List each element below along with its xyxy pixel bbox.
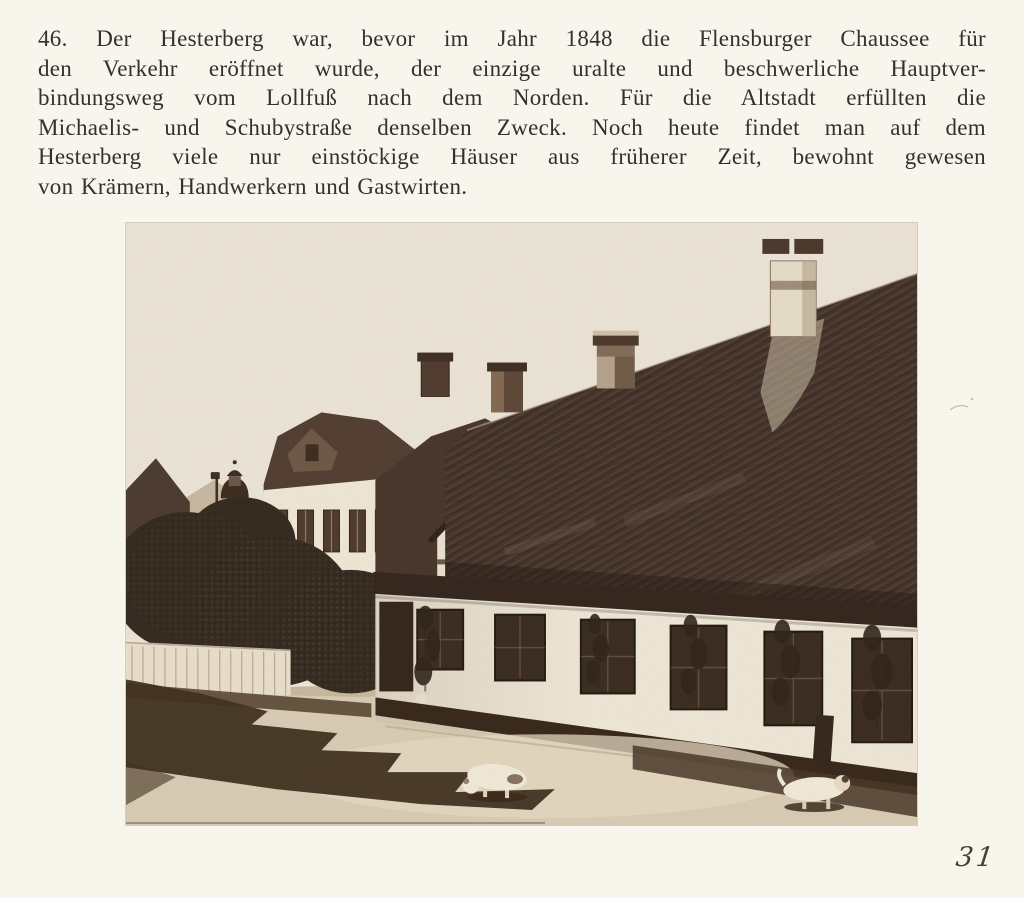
hesterberg-photo [125,222,918,826]
caption-line: Hesterberg viele nur einstöckige Häuser aus früherer Zeit, bewohnt gewesen [38,144,986,169]
caption-line: den Verkehr eröffnet wurde, der einzige uralte und beschwerliche Hauptver- [38,55,986,81]
caption-paragraph [38,24,986,201]
photo-grain [126,223,917,825]
page-number: 31 [954,842,999,873]
caption-line: 46. Der Hesterberg war, bevor im Jahr 1848 die Flensburger Chaussee für [38,26,986,51]
caption-line: Michaelis- und Schubystraße denselben Zweck. Noch heute findet man auf dem [38,114,986,140]
caption-line: bindungsweg vom Lollfuß nach dem Norden. Für die Altstadt erfüllten die [38,85,986,110]
caption-line: von Krämern, Handwerkern und Gastwirten. [38,173,468,199]
margin-mark [946,390,984,418]
